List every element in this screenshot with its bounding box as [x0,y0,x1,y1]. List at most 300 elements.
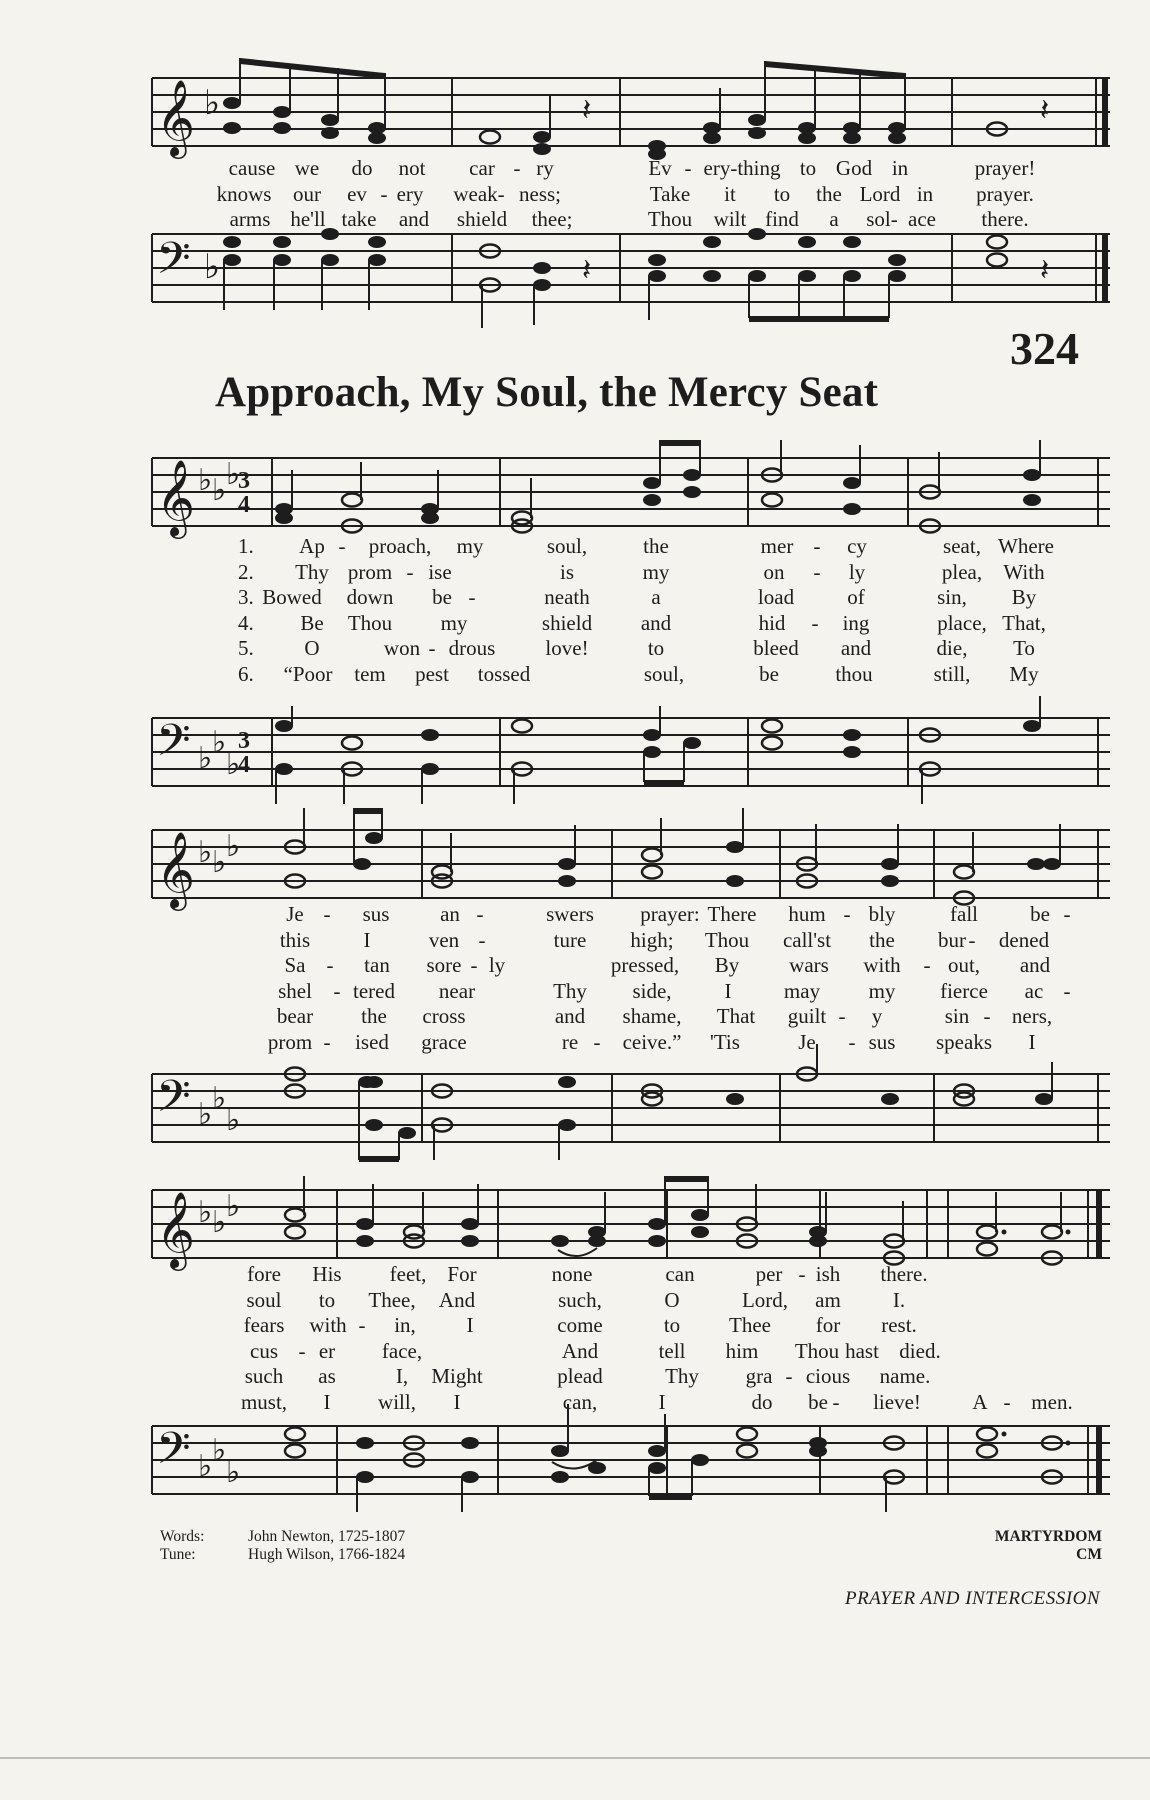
syllable: - [428,636,436,660]
syllable: hast [845,1338,879,1363]
syllable: and [554,1004,586,1028]
syllable: be [1030,902,1050,926]
syllable: men. [1031,1389,1073,1414]
syllable: For [447,1262,477,1286]
syllable: sus [362,902,390,926]
words-credit [160,1528,405,1546]
syllable: may [783,978,821,1003]
svg-text:𝄽: 𝄽 [582,254,592,287]
svg-text:𝄽: 𝄽 [1040,254,1050,287]
syllable: do [751,1389,773,1414]
syllable: By [1011,585,1037,609]
svg-text:𝄞: 𝄞 [156,1194,196,1267]
syllable: be [432,585,452,609]
syllable: ev [347,181,367,206]
syllable: take [341,207,377,231]
syllable: per [755,1262,783,1286]
syllable: Thou [347,610,393,635]
svg-text:♭: ♭ [198,464,213,497]
syllable: - [406,559,414,584]
syllable: Be [300,610,324,635]
syllable: - [1003,1389,1011,1414]
syllable: ly [488,953,506,977]
syllable: shield [541,610,593,635]
syllable: lieve! [873,1389,921,1414]
syllable: prayer. [976,181,1034,206]
syllable: - [811,610,819,635]
syllable: swers [546,902,594,926]
verse-number: 3. [238,585,254,609]
syllable: With [1003,559,1045,584]
syllable: His [312,1262,342,1286]
verse-6-line-2 [152,1030,1110,1056]
syllable: the [643,534,669,558]
svg-text:♭: ♭ [198,1450,213,1483]
syllable: grace [421,1029,467,1054]
syllable: ceive.” [622,1029,682,1054]
syllable: sus [868,1029,896,1054]
verse-5-line-3 [152,1364,1110,1390]
syllable: - [1063,902,1071,926]
syllable: side, [632,978,672,1003]
syllable: to [773,181,791,206]
syllable: ing [842,610,870,635]
syllable: and [1019,953,1051,977]
words-label: Words: [160,1528,205,1545]
syllable: - [298,1338,306,1363]
syllable: wilt [713,207,747,231]
verse-2-line-1 [152,560,1110,586]
syllable: Thou [647,207,693,231]
syllable: can, [562,1389,598,1414]
syllable: re [561,1029,579,1054]
syllable: proach, [368,534,432,558]
svg-text:♭: ♭ [198,742,213,775]
syllable: plead [557,1364,603,1388]
syllable: feet, [389,1262,427,1286]
syllable: - [476,902,484,926]
syllable: near [438,978,476,1003]
system-2-lyrics [152,902,1110,1055]
syllable: - [843,902,851,926]
svg-text:𝄞: 𝄞 [156,462,196,535]
syllable: bur [938,927,966,952]
syllable: And [561,1338,599,1363]
system-3-treble-staff [152,1168,1110,1268]
syllable: tossed [477,661,531,686]
syllable: Take [649,181,691,206]
syllable: pest [415,661,449,686]
syllable: prom [347,559,393,584]
verse-4-line-3 [152,1339,1110,1365]
syllable: bly [868,902,896,926]
syllable: none [551,1262,593,1286]
syllable: - [323,902,331,926]
syllable: - [338,534,346,558]
syllable: arms [229,207,271,231]
syllable: do [351,156,373,180]
system-1-treble-staff [152,440,1110,540]
svg-text:𝄽: 𝄽 [582,94,592,127]
syllable: my [456,534,484,558]
syllable: ery-thing [703,156,781,180]
syllable: to [799,156,817,180]
svg-text:4: 4 [238,752,250,778]
syllable: load [757,585,795,609]
syllable: I [724,978,732,1003]
syllable: place, [937,610,987,635]
syllable: - [358,1313,366,1337]
verse-3-line-1 [152,585,1110,611]
syllable: That [716,1004,756,1028]
syllable: fall [950,902,978,926]
svg-text:♭: ♭ [212,1082,227,1115]
syllable: y [871,1004,883,1028]
verse-4-line-2 [152,979,1110,1005]
syllable: prayer: [640,902,700,926]
syllable: - [785,1364,793,1388]
syllable: my [642,559,670,584]
svg-text:♭: ♭ [212,474,227,507]
syllable: - [813,559,821,584]
syllable: be [759,661,779,686]
syllable: weak- [453,181,505,206]
syllable: Lord, [741,1287,789,1312]
syllable: my [440,610,468,635]
syllable: fierce [940,978,988,1003]
syllable: 'Tis [710,1029,740,1054]
syllable: hum [788,902,826,926]
syllable: - [838,1004,846,1028]
syllable: not [398,156,426,180]
syllable: hid [758,610,786,635]
syllable: there. [981,207,1029,231]
syllable: sol- [866,207,898,231]
syllable: ac [1024,978,1044,1003]
system-1-bass-staff [152,706,1110,806]
svg-text:♭: ♭ [226,458,241,491]
syllable: Lord [859,181,901,206]
svg-text:𝄞: 𝄞 [156,834,196,907]
syllable: cause [228,156,276,180]
syllable: be [808,1389,828,1414]
svg-text:♭: ♭ [198,1196,213,1229]
syllable: - [848,1029,856,1054]
svg-text:♭: ♭ [226,748,241,781]
verse-1-line-1 [152,534,1110,560]
verse-3-line-2 [152,953,1110,979]
verse-number: 1. [238,534,254,558]
syllable: thee; [531,207,573,231]
syllable: ised [355,1029,389,1054]
system-3-bass-staff [152,1414,1110,1514]
syllable: such, [558,1287,602,1312]
syllable: a [829,207,839,231]
syllable: bleed [753,636,799,660]
syllable: as [318,1364,336,1388]
tune-label: Tune: [160,1546,196,1563]
syllable: God [835,156,873,180]
svg-text:𝄢: 𝄢 [156,1424,191,1484]
syllable: drous [448,636,496,660]
svg-text:𝄢: 𝄢 [156,1072,191,1132]
syllable: Thou [794,1338,840,1363]
svg-text:♭: ♭ [212,726,227,759]
svg-text:♭: ♭ [226,1456,241,1489]
syllable: won [383,636,421,660]
syllable: I [323,1389,331,1414]
syllable: ness; [519,181,561,206]
syllable: Ev [648,156,672,180]
system-2-bass-staff [152,1062,1110,1162]
syllable: he'll [290,207,326,231]
prev-lyric-line-2 [152,182,1110,208]
syllable: seat, [943,534,981,558]
syllable: our [293,181,321,206]
syllable: dened [998,927,1050,952]
syllable: soul, [643,661,685,686]
syllable: sin, [937,585,967,609]
syllable: bear [276,1004,314,1028]
syllable: ish [815,1262,841,1286]
syllable: Sa [284,953,306,977]
system-2-treble-staff [152,808,1110,908]
verse-number: 5. [238,636,254,660]
syllable: I. [892,1287,906,1312]
syllable: the [869,927,895,952]
syllable: shel [278,978,312,1003]
prev-lyric-line-1 [152,156,1110,182]
syllable: shield [456,207,508,231]
syllable: That, [1002,610,1046,635]
words-author: John Newton, 1725-1807 [248,1528,406,1545]
syllable: cus [250,1338,278,1363]
credits [160,1528,405,1564]
syllable: I [363,927,371,952]
svg-text:3: 3 [238,468,250,494]
syllable: ery [396,181,424,206]
syllable: Thy [665,1364,699,1388]
svg-text:𝄢: 𝄢 [156,234,191,294]
syllable: him [725,1338,759,1363]
syllable: there. [880,1262,928,1286]
syllable: ture [553,927,587,952]
syllable: an [440,902,460,926]
svg-text:𝄞: 𝄞 [156,79,196,156]
syllable: - [326,953,334,977]
syllable: sore [426,953,462,977]
verse-2-line-3 [152,1288,1110,1314]
syllable: is [559,559,575,584]
syllable: There [707,902,757,926]
syllable: and [398,207,430,231]
syllable: a [651,585,661,609]
syllable: tell [658,1338,686,1363]
syllable: guilt [787,1004,827,1028]
syllable: to [663,1313,681,1337]
syllable: I [466,1313,474,1337]
syllable: - [798,1262,806,1286]
syllable: must, [240,1389,288,1414]
verse-6-line-1 [152,662,1110,688]
syllable: - [832,1389,840,1414]
syllable: A [972,1389,988,1414]
syllable: my [868,978,896,1003]
syllable: Thy [553,978,587,1003]
topic-heading: PRAYER AND INTERCESSION [845,1588,1100,1609]
syllable: soul [246,1287,282,1312]
verse-5-line-2 [152,1004,1110,1030]
syllable: cious [805,1364,851,1388]
syllable: - [380,181,388,206]
page-edge [0,1757,1150,1759]
tune-credit [160,1546,405,1564]
verse-number: 2. [238,559,254,584]
syllable: in, [394,1313,416,1337]
verse-1-line-2 [152,902,1110,928]
syllable: will, [378,1389,416,1414]
svg-text:♭: ♭ [198,836,213,869]
syllable: - [470,953,478,977]
syllable: and [840,636,872,660]
svg-text:♭: ♭ [198,1098,213,1131]
syllable: - [813,534,821,558]
syllable: - [323,1029,331,1054]
tune-info [995,1528,1102,1564]
syllable: tered [353,978,395,1003]
syllable: to [647,636,665,660]
syllable: knows [216,181,272,206]
verse-number: 4. [238,610,254,635]
verse-6-line-3 [152,1390,1110,1416]
syllable: Ap [299,534,325,558]
syllable: - [333,978,341,1003]
syllable: Thee [729,1313,771,1337]
syllable: tan [364,953,390,977]
syllable: I, [395,1364,409,1388]
verse-2-line-2 [152,928,1110,954]
syllable: By [714,953,740,977]
syllable: died. [899,1338,941,1363]
syllable: wars [789,953,829,977]
syllable: - [478,927,486,952]
syllable: for [815,1313,841,1337]
syllable: I [1028,1029,1036,1054]
syllable: ners, [1011,1004,1053,1028]
syllable: - [513,156,521,180]
syllable: speaks [936,1029,992,1054]
syllable: Might [431,1364,483,1388]
svg-text:♭: ♭ [226,830,241,863]
syllable: - [593,1029,601,1054]
syllable: plea, [941,559,983,584]
syllable: - [468,585,476,609]
syllable: Thy [295,559,329,584]
svg-text:𝄢: 𝄢 [156,716,191,776]
syllable: the [816,181,842,206]
svg-text:♭: ♭ [212,1434,227,1467]
svg-text:♭: ♭ [212,1206,227,1239]
syllable: it [724,181,736,206]
syllable: ly [848,559,866,584]
svg-text:3: 3 [238,728,250,754]
tune-author: Hugh Wilson, 1766-1824 [248,1546,406,1563]
syllable: I [658,1389,666,1414]
syllable: high; [630,927,674,952]
syllable: Je [798,1029,816,1054]
syllable: in [916,181,934,206]
system-3-lyrics [152,1262,1110,1415]
syllable: to [318,1287,336,1312]
verse-5-line-1 [152,636,1110,662]
syllable: O [304,636,320,660]
syllable: cross [422,1004,466,1028]
syllable: name. [879,1364,931,1388]
syllable: I [453,1389,461,1414]
syllable: My [1009,661,1039,686]
syllable: rest. [881,1313,917,1337]
syllable: sin [944,1004,970,1028]
syllable: soul, [546,534,588,558]
syllable: face, [381,1338,423,1363]
syllable: Where [998,534,1054,558]
syllable: Thou [704,927,750,952]
syllable: down [346,585,394,609]
syllable: car [469,156,495,180]
syllable: ace [908,207,936,231]
syllable: such [244,1364,284,1388]
syllable: come [557,1313,603,1337]
syllable: on [763,559,785,584]
syllable: thou [835,661,873,686]
syllable: can [665,1262,695,1286]
syllable: shame, [622,1004,682,1028]
syllable: Bowed [262,585,322,609]
syllable: - [983,1004,991,1028]
syllable: To [1013,636,1035,660]
syllable: we [294,156,320,180]
syllable: call'st [782,927,832,952]
syllable: mer [760,534,794,558]
syllable: er [318,1338,336,1363]
verse-number: 6. [238,661,254,686]
syllable: the [361,1004,387,1028]
syllable: - [1063,978,1071,1003]
syllable: Thee, [368,1287,416,1312]
syllable: - [684,156,692,180]
syllable: find [765,207,799,231]
syllable: this [279,927,311,952]
syllable: And [438,1287,476,1312]
svg-text:𝄽: 𝄽 [1040,94,1050,127]
svg-text:♭: ♭ [204,249,221,286]
hymn-number: 324 [1010,323,1079,374]
syllable: fears [243,1313,285,1337]
syllable: gra [745,1364,773,1388]
syllable: still, [933,661,971,686]
svg-text:♭: ♭ [212,846,227,879]
syllable: ise [428,559,452,584]
svg-text:♭: ♭ [226,1104,241,1137]
syllable: in [891,156,909,180]
syllable: love! [545,636,589,660]
syllable: die, [936,636,968,660]
syllable: and [640,610,672,635]
prev-bass-staff [152,220,1110,330]
syllable: cy [847,534,867,558]
syllable: out, [947,953,981,977]
verse-4-line-1 [152,611,1110,637]
